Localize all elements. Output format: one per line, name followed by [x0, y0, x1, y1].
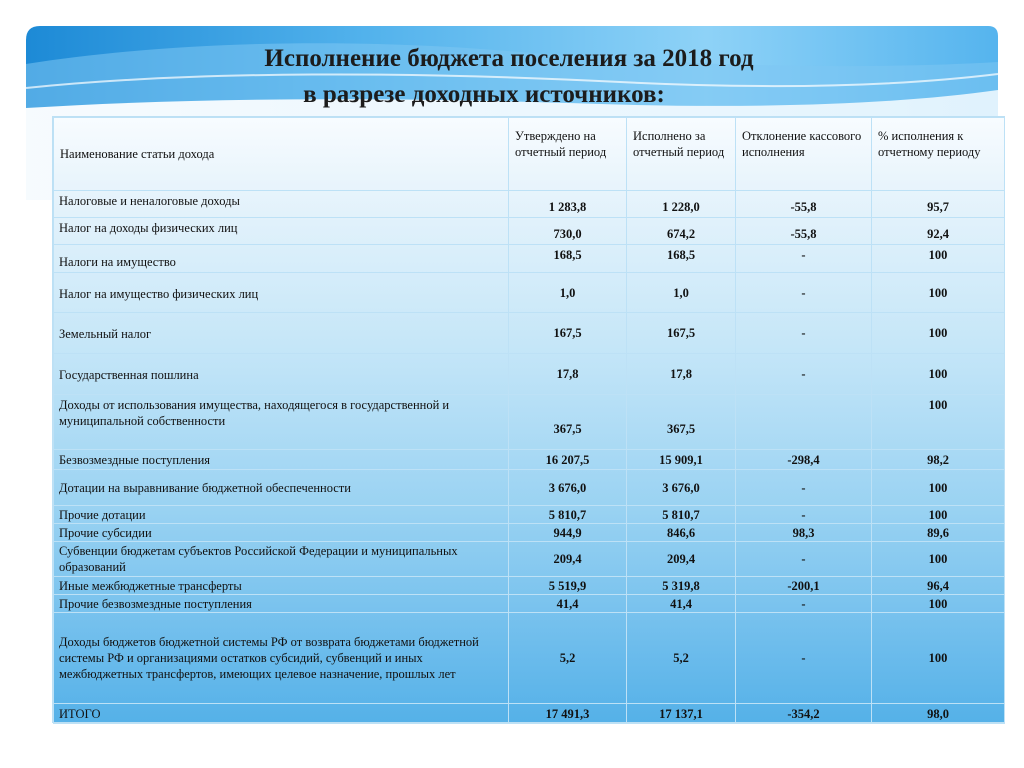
- row-name: Земельный налог: [54, 313, 509, 354]
- header-cell-executed: Исполнено за отчетный период: [627, 118, 736, 191]
- row-name: Налоги на имущество: [54, 245, 509, 273]
- row-deviation: -55,8: [736, 218, 872, 245]
- row-approved: 5,2: [509, 613, 627, 704]
- row-deviation: -: [736, 245, 872, 273]
- row-deviation: -298,4: [736, 450, 872, 470]
- row-percent: 100: [872, 354, 1005, 395]
- row-name: Безвозмездные поступления: [54, 450, 509, 470]
- table-row: [54, 542, 1005, 577]
- row-percent: 100: [872, 542, 1005, 577]
- table-row: [54, 273, 1005, 313]
- row-name: Государственная пошлина: [54, 354, 509, 395]
- row-deviation: -200,1: [736, 577, 872, 595]
- row-executed: 15 909,1: [627, 450, 736, 470]
- row-percent: 95,7: [872, 191, 1005, 218]
- row-percent: 100: [872, 273, 1005, 313]
- row-executed: 5 319,8: [627, 577, 736, 595]
- row-approved: 41,4: [509, 595, 627, 613]
- table-row: [54, 245, 1005, 273]
- row-percent: 89,6: [872, 524, 1005, 542]
- row-approved: 17,8: [509, 354, 627, 395]
- row-percent: 100: [872, 470, 1005, 506]
- row-executed: 41,4: [627, 595, 736, 613]
- row-name: Доходы бюджетов бюджетной системы РФ от возврата бюджетами бюджетной системы РФ и организациями остатков субсидий, субвенций и иных межбюджетных трансфертов, имеющих целевое назначение, прошлых лет: [54, 613, 509, 704]
- row-deviation: -: [736, 313, 872, 354]
- slide-title: Исполнение бюджета поселения за 2018 год: [264, 45, 754, 72]
- row-name: Прочие субсидии: [54, 524, 509, 542]
- row-deviation: -: [736, 273, 872, 313]
- row-name: Налоговые и неналоговые доходы: [54, 191, 509, 218]
- row-percent: 100: [872, 613, 1005, 704]
- row-executed: 209,4: [627, 542, 736, 577]
- row-name: Доходы от использования имущества, находящегося в государственной и муниципальной собственности: [54, 395, 509, 450]
- table-total-row: [54, 704, 1005, 724]
- row-name: Прочие безвозмездные поступления: [54, 595, 509, 613]
- row-name: Дотации на выравнивание бюджетной обеспеченности: [54, 470, 509, 506]
- row-approved: 367,5: [509, 395, 627, 450]
- row-deviation: 98,3: [736, 524, 872, 542]
- table-row: [54, 313, 1005, 354]
- row-executed: 17 137,1: [627, 704, 736, 724]
- row-executed: 367,5: [627, 395, 736, 450]
- row-percent: 100: [872, 595, 1005, 613]
- row-executed: 168,5: [627, 245, 736, 273]
- row-approved: 17 491,3: [509, 704, 627, 724]
- row-approved: 1 283,8: [509, 191, 627, 218]
- row-deviation: [736, 395, 872, 450]
- header-cell-percent: % исполнения к отчетному периоду: [872, 118, 1005, 191]
- row-percent: 100: [872, 313, 1005, 354]
- row-deviation: -: [736, 542, 872, 577]
- row-approved: 16 207,5: [509, 450, 627, 470]
- table-row: [54, 595, 1005, 613]
- row-percent: 100: [872, 395, 1005, 450]
- row-name: Налог на доходы физических лиц: [54, 218, 509, 245]
- row-executed: 674,2: [627, 218, 736, 245]
- table-row: [54, 354, 1005, 395]
- row-percent: 96,4: [872, 577, 1005, 595]
- row-executed: 1,0: [627, 273, 736, 313]
- table-row: [54, 395, 1005, 450]
- table-header-row: [54, 118, 1005, 191]
- row-approved: 730,0: [509, 218, 627, 245]
- table-row: [54, 218, 1005, 245]
- row-deviation: -: [736, 595, 872, 613]
- row-deviation: -354,2: [736, 704, 872, 724]
- row-approved: 5 810,7: [509, 506, 627, 524]
- row-deviation: -: [736, 470, 872, 506]
- header-cell-approved: Утверждено на отчетный период: [509, 118, 627, 191]
- table-row: [54, 450, 1005, 470]
- row-approved: 5 519,9: [509, 577, 627, 595]
- slide-subtitle: в разрезе доходных источников:: [303, 81, 665, 108]
- table-row: [54, 524, 1005, 542]
- table-row: [54, 577, 1005, 595]
- row-deviation: -: [736, 354, 872, 395]
- row-name: Прочие дотации: [54, 506, 509, 524]
- row-executed: 1 228,0: [627, 191, 736, 218]
- row-deviation: -55,8: [736, 191, 872, 218]
- row-executed: 167,5: [627, 313, 736, 354]
- table-row: [54, 506, 1005, 524]
- row-executed: 5 810,7: [627, 506, 736, 524]
- header-cell-name: Наименование статьи дохода: [54, 118, 509, 191]
- row-approved: 168,5: [509, 245, 627, 273]
- row-percent: 100: [872, 506, 1005, 524]
- row-percent: 98,0: [872, 704, 1005, 724]
- header-cell-deviation: Отклонение кассового исполнения: [736, 118, 872, 191]
- row-percent: 98,2: [872, 450, 1005, 470]
- row-percent: 100: [872, 245, 1005, 273]
- table-row: [54, 191, 1005, 218]
- row-percent: 92,4: [872, 218, 1005, 245]
- row-approved: 167,5: [509, 313, 627, 354]
- row-name: Налог на имущество физических лиц: [54, 273, 509, 313]
- row-deviation: -: [736, 613, 872, 704]
- row-approved: 3 676,0: [509, 470, 627, 506]
- row-name: ИТОГО: [54, 704, 509, 724]
- row-executed: 846,6: [627, 524, 736, 542]
- table-row: [54, 470, 1005, 506]
- row-deviation: -: [736, 506, 872, 524]
- row-executed: 17,8: [627, 354, 736, 395]
- row-name: Иные межбюджетные трансферты: [54, 577, 509, 595]
- row-approved: 1,0: [509, 273, 627, 313]
- row-executed: 5,2: [627, 613, 736, 704]
- row-approved: 944,9: [509, 524, 627, 542]
- row-approved: 209,4: [509, 542, 627, 577]
- budget-table: [52, 116, 1005, 723]
- table-row: [54, 613, 1005, 704]
- row-executed: 3 676,0: [627, 470, 736, 506]
- row-name: Субвенции бюджетам субъектов Российской Федерации и муниципальных образований: [54, 542, 509, 577]
